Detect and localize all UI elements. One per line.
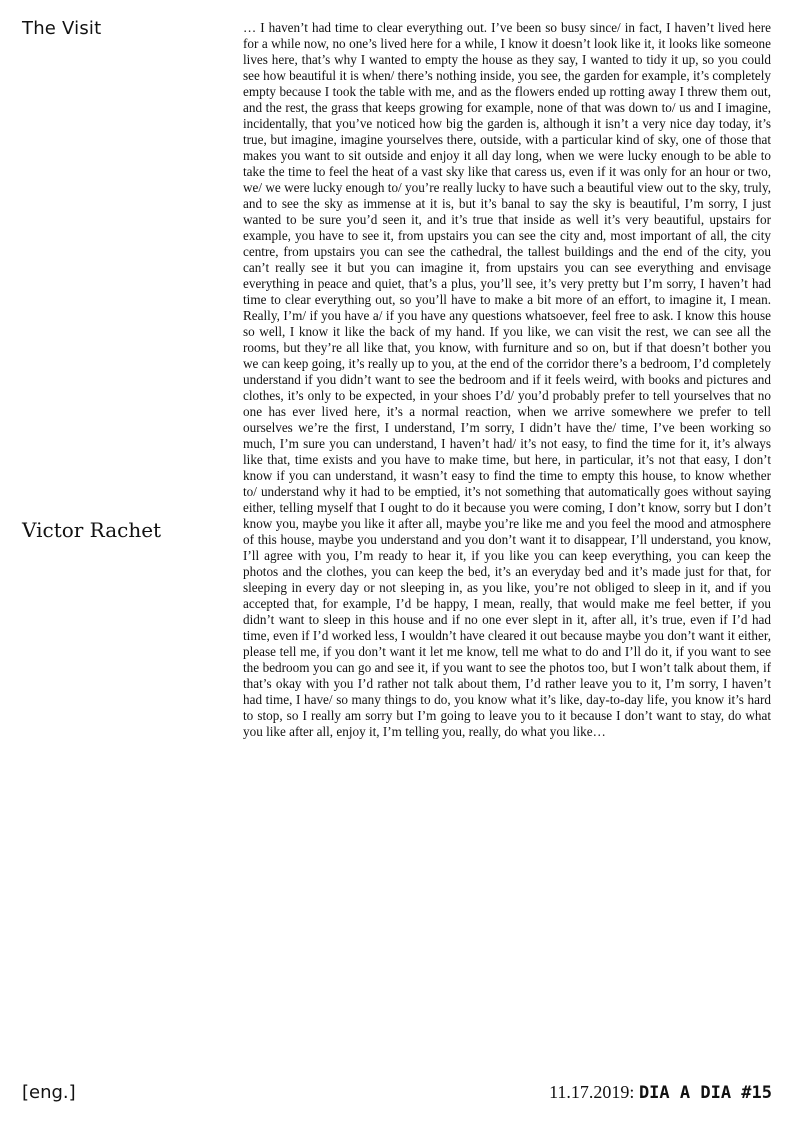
language-label: [eng.] xyxy=(22,1082,76,1103)
body-text: … I haven’t had time to clear everything out. I’ve been so busy since/ in fact, I haven’t lived here for a while now, no one’s lived here for a while, I know it doesn’t look like it, it looks like someone lives here, that’s why I wanted to empty the house as they say, I wanted to tidy it up, so you could see how beautiful it is when/ there’s nothing inside, you see, the garden for example, it’s completely empty because I took the table with me, and as the flowers ended up rotting away I threw them out, and the rest, the grass that keeps growing for example, none of that was down to/ us and I imagine, incidentally, that you’ve noticed how big the garden is, although it isn’t a very nice day today, it’s true, but imagine, imagine yourselves there, outside, with a particular kind of sky, one of those that makes you want to sit outside and enjoy it all day long, when we were lucky enough to be able to take the time to feel the heat of a vast sky like that caress us, even if it was only for an hour or two, we/ we were lucky enough to/ you’re really lucky to have such a beautiful view out to the sky, truly, and to see the sky as immense at it is, but it’s banal to say the sky is beautiful, I’m sorry, I just wanted to be sure you’d seen it, and it’s true that inside as well it’s very beautiful, upstairs for example, you have to see it, from upstairs you can see the city and, most important of all, the city centre, from upstairs you can see the cathedral, the tallest buildings and the end of the city, you can’t really see it but you can imagine it, from upstairs you can see everything and envisage everything in peace and quiet, that’s a plus, you’ll see, it’s very pretty but I’m sorry, I haven’t had time to clear everything out, so you’ll have to make a bit more of an effort, to imagine it, I mean. Really, I’m/ if you have a/ if you have any questions whatsoever, feel free to ask. I know this house so well, I know it like the back of my hand. If you like, we can visit the rest, we can see all the rooms, but they’re all like that, you know, with furniture and so on, but if that doesn’t bother you we can keep going, it’s really up to you, at the end of the corridor there’s a bedroom, I’d completely understand if you didn’t want to see the bedroom and if it feels weird, with books and pictures and clothes, it’s only to be expected, in your shoes I’d/ you’d probably prefer to tell yourselves that no one has ever lived here, it’s a normal reaction, when we arrive somewhere we prefer to tell ourselves we’re the first, I understand, I’m sorry, I didn’t have the/ time, I’ve been working so much, I’m sure you can understand, I haven’t had/ it’s not easy, to find the time for it, it’s always like that, time exists and you have to make time, but here, in particular, it’s not that easy, I don’t know if you can understand, it wasn’t easy to find the time to empty this house, to know whether to/ understand why it had to be emptied, it’s not something that automatically goes without saying either, telling myself that I ought to do it because you were coming, I don’t know, sorry but I don’t know you, maybe you like it after all, maybe you’re like me and you feel the mood and atmosphere of this house, maybe you understand and you don’t want it to disappear, I’ll understand, you know, I’ll agree with you, I’m ready to hear it, if you like you can keep everything, you can keep the photos and the clothes, you can keep the bed, it’s an everyday bed and it’s made just for that, for sleeping in every day or not sleeping in, as you like, you’re not obliged to sleep in it, and if you accepted that, for example, I’d be happy, I mean, really, that would make me feel better, if you didn’t want to sleep in this house and if no one ever slept in it, after all, it’s true, even if I’d had time, even if I’d worked less, I wouldn’t have cleared it out because maybe you don’t want it either, please tell me, if you don’t want it let me know, tell me what to do and I’ll do it, if you want to see the bedroom you can go and see it, if you want to see the photos too, but I won’t talk about them, if that’s okay with you I’d rather not talk about them, I’d rather leave you to it, I’m sorry, I haven’t had time, I have/ so many things to do, you know what it’s like, day-to-day life, you know it’s hard to stop, so I really am sorry but I’m going to leave you to it because I don’t want to stay, do what you like after all, enjoy it, I’m telling you, really, do what you like… xyxy=(243,20,771,739)
series-label: DIA A DIA #15 xyxy=(638,1083,772,1103)
issue-info xyxy=(549,1082,772,1103)
page-title: The Visit xyxy=(22,18,102,39)
issue-date: 11.17.2019: xyxy=(549,1082,639,1102)
author-name: Victor Rachet xyxy=(22,518,162,542)
